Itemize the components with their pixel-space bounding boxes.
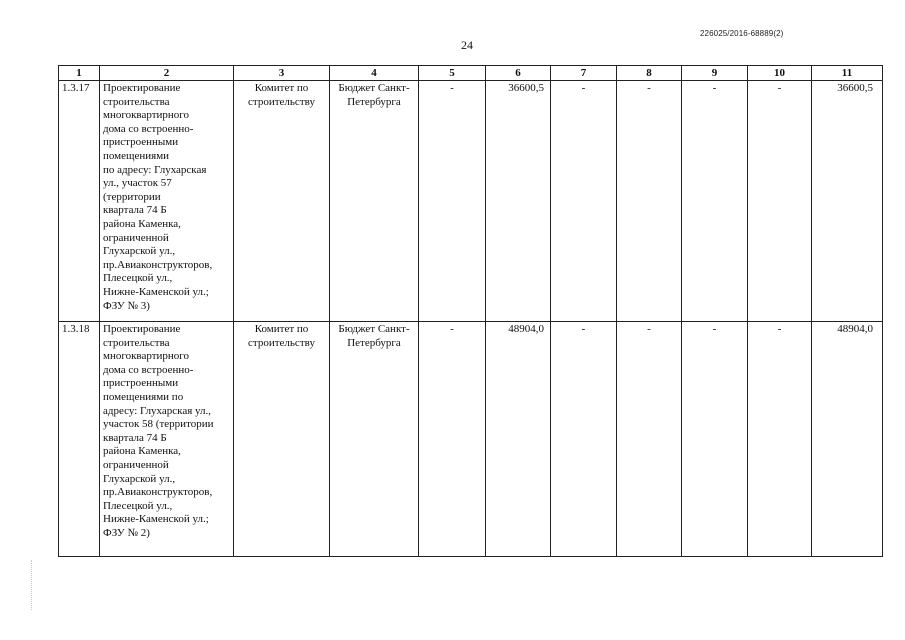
item-number: 1.3.18 — [59, 322, 100, 557]
table-row — [59, 322, 883, 557]
description-line: пр.Авиаконструкторов, — [103, 486, 213, 499]
value-col-5: - — [419, 322, 486, 557]
description-line: строительства — [103, 95, 170, 108]
description-line: дома со встроенно- — [103, 363, 194, 376]
page-number: 24 — [461, 38, 473, 52]
value-col-6: 36600,5 — [486, 81, 551, 322]
description-line: района Каменка, — [103, 445, 181, 458]
description-line: Плесецкой ул., — [103, 272, 173, 285]
description-line: пристроенными — [103, 377, 179, 390]
header-col-7: 7 — [551, 66, 617, 81]
header-col-10: 10 — [748, 66, 812, 81]
value-col-5: - — [419, 81, 486, 322]
value-col-10: - — [748, 81, 812, 322]
description-line: района Каменка, — [103, 217, 181, 230]
description-line: ФЗУ № 2) — [103, 526, 150, 539]
description-line: Нижне-Каменской ул.; — [103, 285, 209, 298]
value-col-9: - — [682, 322, 748, 557]
header-col-1: 1 — [59, 66, 100, 81]
margin-mark — [31, 560, 33, 610]
header-col-3: 3 — [234, 66, 330, 81]
description-line: квартала 74 Б — [103, 431, 167, 444]
description-line: многоквартирного — [103, 350, 190, 363]
description-line: Нижне-Каменской ул.; — [103, 513, 209, 526]
description-line: пр.Авиаконструкторов, — [103, 258, 213, 271]
description-line: пристроенными — [103, 136, 179, 149]
description-line: участок 58 (территории — [103, 418, 214, 431]
description-line: адресу: Глухарская ул., — [103, 404, 212, 417]
description-line: (территории — [103, 190, 161, 203]
value-col-8: - — [617, 81, 682, 322]
description-line: Проектирование — [103, 323, 181, 335]
description-line: Проектирование — [103, 82, 181, 94]
value-col-10: - — [748, 322, 812, 557]
funding-source: Бюджет Санкт-Петербурга — [330, 322, 419, 557]
description-line: Плесецкой ул., — [103, 499, 173, 512]
item-description — [100, 81, 234, 322]
header-col-8: 8 — [617, 66, 682, 81]
header-col-11: 11 — [812, 66, 883, 81]
description-line: ограниченной — [103, 458, 169, 471]
value-col-7: - — [551, 322, 617, 557]
document-id: 226025/2016-68889(2) — [700, 29, 784, 38]
description-line: помещениями — [103, 149, 170, 162]
item-description — [100, 322, 234, 557]
description-line: многоквартирного — [103, 109, 190, 122]
description-line: ул., участок 57 — [103, 177, 172, 190]
item-number: 1.3.17 — [59, 81, 100, 322]
funding-source: Бюджет Санкт-Петербурга — [330, 81, 419, 322]
table-row — [59, 81, 883, 322]
header-col-9: 9 — [682, 66, 748, 81]
description-line: дома со встроенно- — [103, 122, 194, 135]
value-col-6: 48904,0 — [486, 322, 551, 557]
executor: Комитет по строительству — [234, 322, 330, 557]
description-line: ограниченной — [103, 231, 169, 244]
executor: Комитет по строительству — [234, 81, 330, 322]
table-header-row — [59, 66, 883, 81]
description-line: по адресу: Глухарская — [103, 163, 207, 176]
header-col-4: 4 — [330, 66, 419, 81]
value-col-11: 36600,5 — [812, 81, 883, 322]
description-line: помещениями по — [103, 390, 184, 403]
program-table — [58, 65, 883, 557]
value-col-9: - — [682, 81, 748, 322]
description-line: квартала 74 Б — [103, 204, 167, 217]
value-col-7: - — [551, 81, 617, 322]
value-col-11: 48904,0 — [812, 322, 883, 557]
description-line: Глухарской ул., — [103, 245, 176, 258]
description-line: Глухарской ул., — [103, 472, 176, 485]
header-col-5: 5 — [419, 66, 486, 81]
value-col-8: - — [617, 322, 682, 557]
description-line: строительства — [103, 336, 170, 349]
header-col-2: 2 — [100, 66, 234, 81]
description-line: ФЗУ № 3) — [103, 299, 150, 312]
header-col-6: 6 — [486, 66, 551, 81]
